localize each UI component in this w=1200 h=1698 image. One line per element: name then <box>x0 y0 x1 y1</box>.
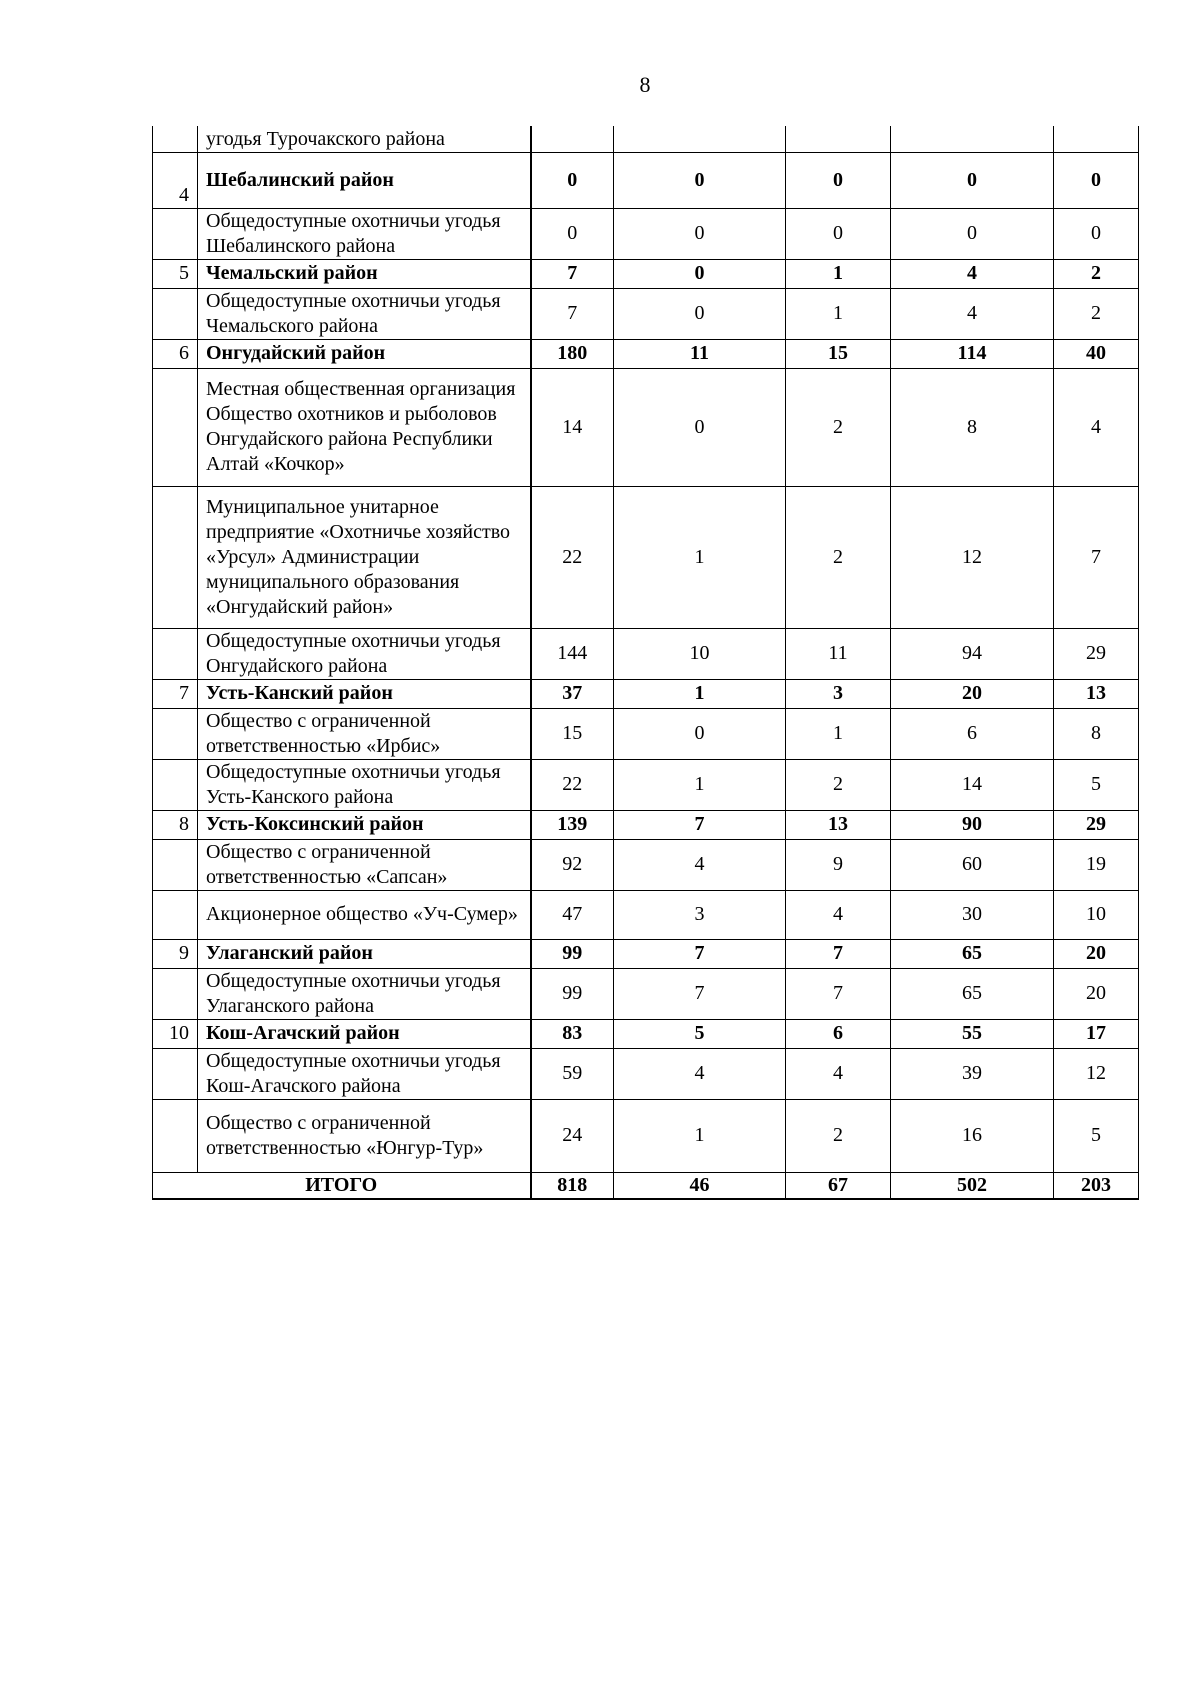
value-cell-col2: 1 <box>614 486 786 628</box>
value-cell-col1: 47 <box>531 890 614 939</box>
value-cell-col2: 0 <box>614 708 786 759</box>
table-row <box>153 208 1139 259</box>
value-cell-col2: 10 <box>614 628 786 679</box>
row-number: 6 <box>153 339 198 368</box>
organization-name: Муниципальное унитарное предприятие «Охотничье хозяйство «Урсул» Администрации муниципального образования «Онгудайский район» <box>198 486 531 628</box>
table-row <box>153 628 1139 679</box>
row-number <box>153 839 198 890</box>
district-name: Усть-Коксинский район <box>198 810 531 839</box>
row-number: 8 <box>153 810 198 839</box>
value-cell-col1: 139 <box>531 810 614 839</box>
value-cell-col4: 65 <box>891 939 1054 968</box>
district-name: Чемальский район <box>198 259 531 288</box>
district-row <box>153 679 1139 708</box>
organization-name: Местная общественная организация Общество охотников и рыболовов Онгудайского района Республики Алтай «Кочкор» <box>198 368 531 486</box>
organization-name: Общедоступные охотничьи угодья Кош-Агачского района <box>198 1048 531 1099</box>
value-cell-col1: 15 <box>531 708 614 759</box>
value-cell-col2: 1 <box>614 1099 786 1172</box>
value-cell-col1: 7 <box>531 259 614 288</box>
value-cell-col5: 29 <box>1054 810 1139 839</box>
total-value-col1: 818 <box>531 1172 614 1199</box>
total-value-col3: 67 <box>786 1172 891 1199</box>
value-cell-col3: 2 <box>786 1099 891 1172</box>
value-cell-col3: 7 <box>786 939 891 968</box>
value-cell-col3: 0 <box>786 208 891 259</box>
value-cell-col3: 1 <box>786 288 891 339</box>
table-row <box>153 1099 1139 1172</box>
value-cell-col2: 0 <box>614 288 786 339</box>
value-cell-col5: 5 <box>1054 759 1139 810</box>
table-body <box>153 126 1139 1199</box>
value-cell-col5: 17 <box>1054 1019 1139 1048</box>
row-number <box>153 368 198 486</box>
value-cell-col2: 7 <box>614 939 786 968</box>
organization-name: Общедоступные охотничьи угодья Шебалинского района <box>198 208 531 259</box>
value-cell-col5: 20 <box>1054 939 1139 968</box>
table-row <box>153 368 1139 486</box>
row-number <box>153 890 198 939</box>
district-row <box>153 259 1139 288</box>
table-row <box>153 839 1139 890</box>
value-cell-col3: 13 <box>786 810 891 839</box>
value-cell-col5: 19 <box>1054 839 1139 890</box>
row-number <box>153 126 198 152</box>
value-cell-col5: 29 <box>1054 628 1139 679</box>
row-number <box>153 1048 198 1099</box>
value-cell-col4: 20 <box>891 679 1054 708</box>
value-cell-col5: 40 <box>1054 339 1139 368</box>
row-number <box>153 1099 198 1172</box>
table-row <box>153 708 1139 759</box>
value-cell-col4: 90 <box>891 810 1054 839</box>
value-cell-col4: 30 <box>891 890 1054 939</box>
value-cell-col3: 3 <box>786 679 891 708</box>
district-name: Усть-Канский район <box>198 679 531 708</box>
row-number <box>153 208 198 259</box>
total-value-col2: 46 <box>614 1172 786 1199</box>
value-cell-col3: 6 <box>786 1019 891 1048</box>
value-cell-col3: 2 <box>786 368 891 486</box>
value-cell-col4: 16 <box>891 1099 1054 1172</box>
value-cell-col4: 94 <box>891 628 1054 679</box>
value-cell-col2: 4 <box>614 1048 786 1099</box>
district-row <box>153 810 1139 839</box>
organization-name: угодья Турочакского района <box>198 126 531 152</box>
value-cell-col5: 4 <box>1054 368 1139 486</box>
organization-name: Акционерное общество «Уч-Сумер» <box>198 890 531 939</box>
district-row <box>153 1019 1139 1048</box>
value-cell-col5: 10 <box>1054 890 1139 939</box>
row-number: 5 <box>153 259 198 288</box>
value-cell-col5: 0 <box>1054 152 1139 208</box>
row-number: 7 <box>153 679 198 708</box>
value-cell-col4: 114 <box>891 339 1054 368</box>
district-name: Онгудайский район <box>198 339 531 368</box>
value-cell-col1: 24 <box>531 1099 614 1172</box>
value-cell-col4: 0 <box>891 152 1054 208</box>
value-cell-col3 <box>786 126 891 152</box>
organization-name: Общедоступные охотничьи угодья Улаганского района <box>198 968 531 1019</box>
value-cell-col5: 5 <box>1054 1099 1139 1172</box>
value-cell-col3: 4 <box>786 1048 891 1099</box>
organization-name: Общество с ограниченной ответственностью «Ирбис» <box>198 708 531 759</box>
value-cell-col3: 4 <box>786 890 891 939</box>
value-cell-col2: 1 <box>614 679 786 708</box>
value-cell-col5: 2 <box>1054 259 1139 288</box>
value-cell-col3: 15 <box>786 339 891 368</box>
value-cell-col2: 0 <box>614 259 786 288</box>
value-cell-col5 <box>1054 126 1139 152</box>
value-cell-col2: 4 <box>614 839 786 890</box>
table-row <box>153 126 1139 152</box>
district-row <box>153 939 1139 968</box>
value-cell-col3: 9 <box>786 839 891 890</box>
row-number <box>153 486 198 628</box>
value-cell-col2: 5 <box>614 1019 786 1048</box>
table-row <box>153 288 1139 339</box>
value-cell-col1: 59 <box>531 1048 614 1099</box>
table-row <box>153 486 1139 628</box>
value-cell-col3: 1 <box>786 708 891 759</box>
value-cell-col4: 12 <box>891 486 1054 628</box>
page-number: 8 <box>639 72 651 97</box>
value-cell-col1 <box>531 126 614 152</box>
value-cell-col3: 0 <box>786 152 891 208</box>
total-value-col5: 203 <box>1054 1172 1139 1199</box>
organization-name: Общество с ограниченной ответственностью «Сапсан» <box>198 839 531 890</box>
value-cell-col2 <box>614 126 786 152</box>
value-cell-col1: 144 <box>531 628 614 679</box>
value-cell-col3: 1 <box>786 259 891 288</box>
row-number <box>153 759 198 810</box>
district-name: Шебалинский район <box>198 152 531 208</box>
district-row <box>153 339 1139 368</box>
district-name: Улаганский район <box>198 939 531 968</box>
value-cell-col3: 11 <box>786 628 891 679</box>
value-cell-col1: 0 <box>531 208 614 259</box>
value-cell-col4: 60 <box>891 839 1054 890</box>
row-number: 10 <box>153 1019 198 1048</box>
value-cell-col1: 180 <box>531 339 614 368</box>
row-number: 4 <box>153 152 198 208</box>
value-cell-col5: 0 <box>1054 208 1139 259</box>
value-cell-col4: 4 <box>891 259 1054 288</box>
value-cell-col4 <box>891 126 1054 152</box>
value-cell-col4: 55 <box>891 1019 1054 1048</box>
value-cell-col2: 7 <box>614 810 786 839</box>
table-row <box>153 968 1139 1019</box>
value-cell-col1: 83 <box>531 1019 614 1048</box>
value-cell-col2: 3 <box>614 890 786 939</box>
value-cell-col2: 7 <box>614 968 786 1019</box>
value-cell-col3: 2 <box>786 486 891 628</box>
value-cell-col3: 7 <box>786 968 891 1019</box>
value-cell-col2: 0 <box>614 368 786 486</box>
total-value-col4: 502 <box>891 1172 1054 1199</box>
value-cell-col5: 12 <box>1054 1048 1139 1099</box>
value-cell-col1: 99 <box>531 968 614 1019</box>
row-number: 9 <box>153 939 198 968</box>
value-cell-col1: 0 <box>531 152 614 208</box>
value-cell-col4: 0 <box>891 208 1054 259</box>
value-cell-col4: 6 <box>891 708 1054 759</box>
value-cell-col2: 11 <box>614 339 786 368</box>
row-number <box>153 288 198 339</box>
value-cell-col5: 20 <box>1054 968 1139 1019</box>
row-number <box>153 708 198 759</box>
value-cell-col4: 14 <box>891 759 1054 810</box>
organization-name: Общедоступные охотничьи угодья Чемальского района <box>198 288 531 339</box>
organization-name: Общество с ограниченной ответственностью «Юнгур-Тур» <box>198 1099 531 1172</box>
value-cell-col1: 22 <box>531 486 614 628</box>
value-cell-col1: 7 <box>531 288 614 339</box>
total-label: ИТОГО <box>153 1172 531 1199</box>
value-cell-col3: 2 <box>786 759 891 810</box>
table-row <box>153 1048 1139 1099</box>
value-cell-col2: 1 <box>614 759 786 810</box>
value-cell-col1: 14 <box>531 368 614 486</box>
value-cell-col5: 7 <box>1054 486 1139 628</box>
district-name: Кош-Агачский район <box>198 1019 531 1048</box>
organization-name: Общедоступные охотничьи угодья Усть-Канского района <box>198 759 531 810</box>
value-cell-col5: 8 <box>1054 708 1139 759</box>
organization-name: Общедоступные охотничьи угодья Онгудайского района <box>198 628 531 679</box>
value-cell-col2: 0 <box>614 152 786 208</box>
value-cell-col4: 8 <box>891 368 1054 486</box>
value-cell-col1: 92 <box>531 839 614 890</box>
hunting-grounds-table <box>152 126 1139 1200</box>
value-cell-col1: 37 <box>531 679 614 708</box>
value-cell-col1: 99 <box>531 939 614 968</box>
table-row <box>153 759 1139 810</box>
value-cell-col2: 0 <box>614 208 786 259</box>
row-number <box>153 968 198 1019</box>
district-row <box>153 152 1139 208</box>
value-cell-col5: 2 <box>1054 288 1139 339</box>
value-cell-col4: 4 <box>891 288 1054 339</box>
value-cell-col4: 39 <box>891 1048 1054 1099</box>
value-cell-col1: 22 <box>531 759 614 810</box>
row-number <box>153 628 198 679</box>
value-cell-col4: 65 <box>891 968 1054 1019</box>
total-row <box>153 1172 1139 1199</box>
value-cell-col5: 13 <box>1054 679 1139 708</box>
table-row <box>153 890 1139 939</box>
